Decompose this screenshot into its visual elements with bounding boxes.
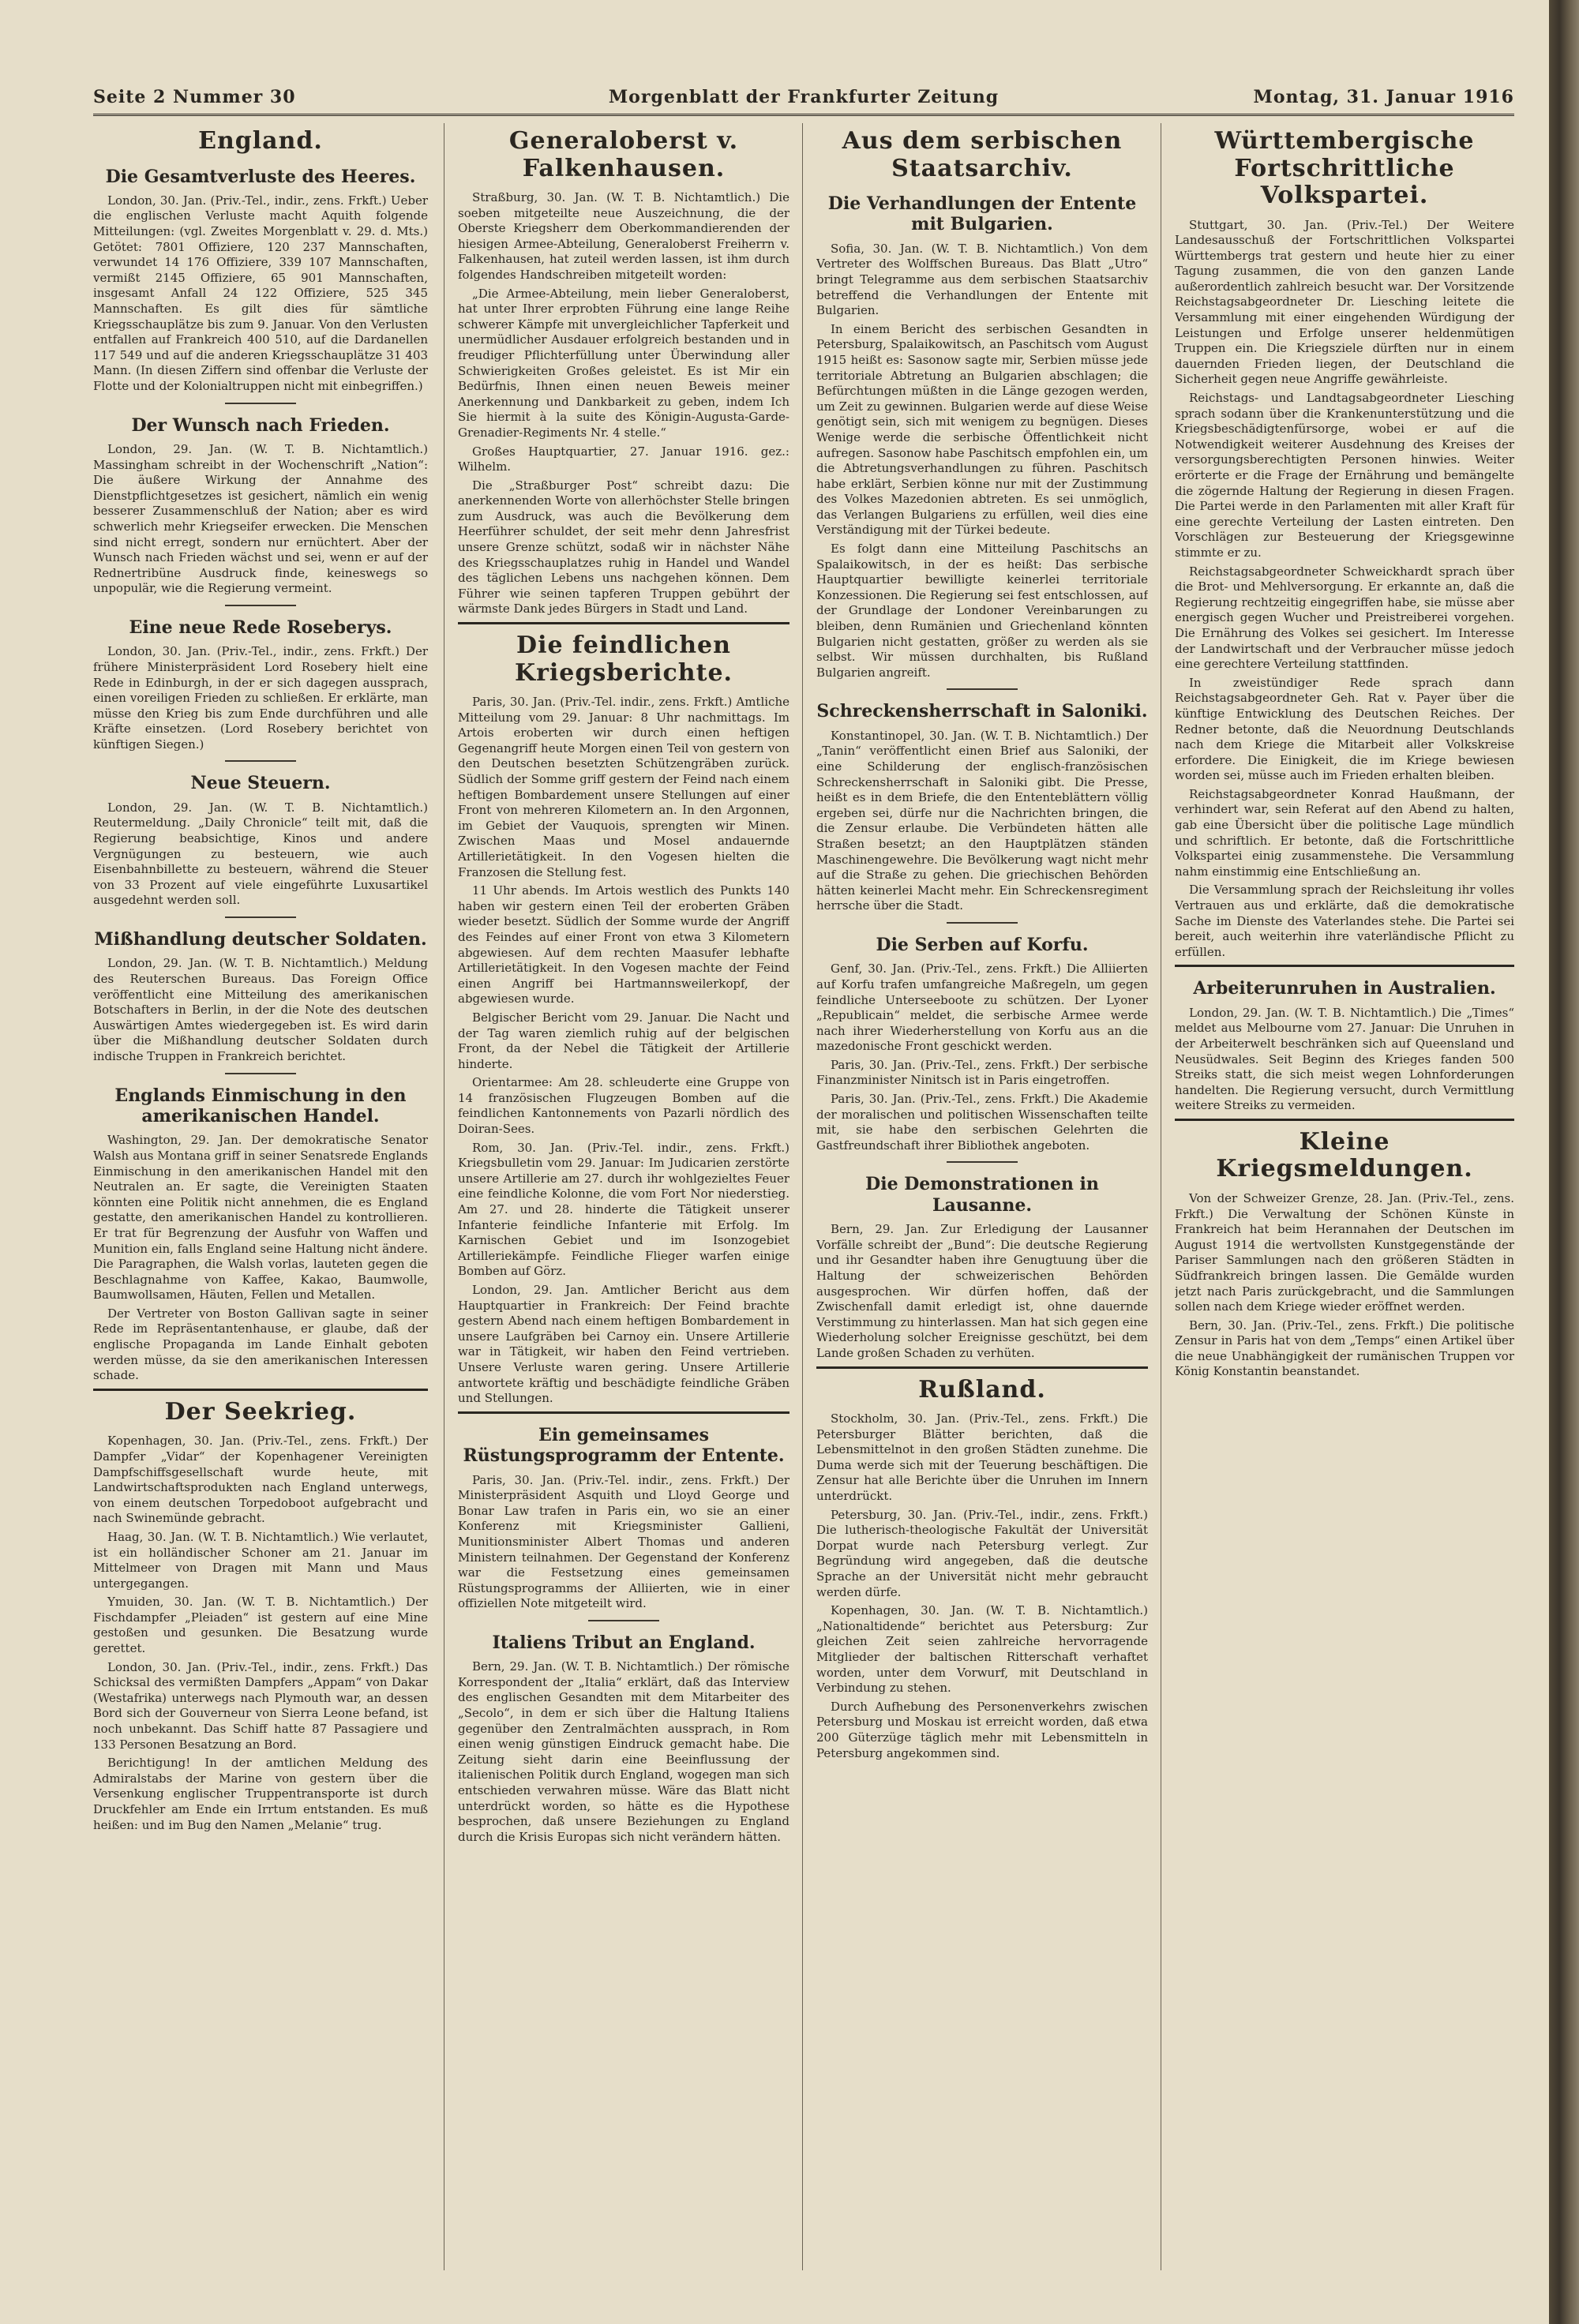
- section-heading-kriegsmeldungen: Kleine Kriegsmeldungen.: [1216, 1127, 1473, 1183]
- article-heading: Englands Einmischung in den amerikanischen Handel.: [114, 1085, 407, 1126]
- page-number-issue: Seite 2 Nummer 30: [93, 87, 296, 107]
- article-paragraph: Großes Hauptquartier, 27. Januar 1916. gez.: Wilhelm.: [458, 444, 790, 474]
- column-3: [816, 123, 1148, 2270]
- article-paragraph: Sofia, 30. Jan. (W. T. B. Nichtamtlich.) Von dem Vertreter des Wolffschen Bureaus. Das Blatt „Utro“ bringt Telegramme aus dem serbischen Staatsarchiv betreffend die Verhandlungen der Entente mit Bulgarien.: [816, 241, 1148, 318]
- article-paragraph: Von der Schweizer Grenze, 28. Jan. (Priv.-Tel., zens. Frkft.) Die Verwaltung der Schönen Künste in Frankreich hat beim Herannahen der Deutschen im August 1914 die wertvollsten Kunstgegenstände der Pariser Sammlungen nach den größeren Städten in Südfrankreich bringen lassen. Die Gemälde wurden jetzt nach Paris zurückgebracht, und die Sammlungen sollen nach dem Kriege wieder eröffnet werden.: [1175, 1190, 1514, 1314]
- column-rule: [802, 123, 803, 2270]
- article-paragraph: London, 29. Jan. (W. T. B. Nichtamtlich.) Reutermeldung. „Daily Chronicle“ teilt mit, daß die Regierung beabsichtige, Kinos und andere Vergnügungen zu besteuern, wie auch Eisenbahnbillette zu besteuern, während die Steuer von 33 Prozent auf viele eingeführte Luxusartikel ausgedehnt werden soll.: [93, 800, 428, 908]
- separator: [588, 1620, 659, 1621]
- article-paragraph: Paris, 30. Jan. (Priv.-Tel. indir., zens. Frkft.) Der Ministerpräsident Asquith und Lloyd George und Bonar Law trafen in Paris ein, wo sie an einer Konferenz mit Kriegsminister Gallieni, Munitionsminister Albert Thomas und anderen Ministern teilnahmen. Der Gegenstand der Konferenz war die Festsetzung eines gemeinsamen Rüstungsprogramms der Alliierten, wie in einer offiziellen Note mitgeteilt wird.: [458, 1472, 790, 1611]
- section-rule: [458, 622, 790, 624]
- book-binding-edge: [1549, 0, 1579, 2324]
- article-paragraph: Belgischer Bericht vom 29. Januar. Die Nacht und der Tag waren ziemlich ruhig auf der belgischen Front, da der Nebel die Tätigkeit der Artillerie hinderte.: [458, 1010, 790, 1071]
- article-paragraph: Stuttgart, 30. Jan. (Priv.-Tel.) Der Weitere Landesausschuß der Fortschrittlichen Volkspartei Württembergs trat gestern und heute hier zu einer Tagung zusammen, die von den ganzen Lande außerordentlich zahlreich besucht war. Der Vorsitzende Reichstagsabgeordneter Dr. Liesching leitete die Versammlung mit einer eingehenden Würdigung der Leistungen und Erfolge unserer heldenmütigen Truppen ein. Die Kriegsziele dürften nur in einem dauernden Frieden liegen, der Deutschland die Sicherheit gegen neue Angriffe gewährleiste.: [1175, 217, 1514, 387]
- column-1: [93, 123, 428, 2270]
- article-paragraph: Reichstags- und Landtagsabgeordneter Liesching sprach sodann über die Krankenunterstützung und die Kriegsbeschädigtenfürsorge, wobei er auf die Notwendigkeit weiterer Ausdehnung des Kreises der versorgungsberechtigten Personen hinwies. Weiter erörterte er die Frage der Ernährung und bemängelte die zögernde Haltung der Regierung in diesen Fragen. Die Partei werde in den Parlamenten mit aller Kraft für eine gerechte Verteilung der Lasten eintreten. Den Vorschlägen zur Besteuerung der Kriegsgewinne stimmte er zu.: [1175, 391, 1514, 560]
- article-paragraph: Paris, 30. Jan. (Priv.-Tel., zens. Frkft.) Die Akademie der moralischen und politischen Wissenschaften teilte mit, sie habe den serbischen Gelehrten die Gastfreundschaft ihrer Bibliothek angeboten.: [816, 1092, 1148, 1153]
- section-rule: [1175, 965, 1514, 967]
- section-rule: [458, 1411, 790, 1414]
- article-heading: Der Wunsch nach Frieden.: [131, 414, 390, 436]
- article-paragraph: Paris, 30. Jan. (Priv.-Tel., zens. Frkft.) Der serbische Finanzminister Ninitsch ist in Paris eingetroffen.: [816, 1057, 1148, 1088]
- section-rule: [816, 1366, 1148, 1369]
- article-paragraph: Rom, 30. Jan. (Priv.-Tel. indir., zens. Frkft.) Kriegsbulletin vom 29. Januar: Im Judicarien zerstörte unsere Artillerie am 27. durch ihr wohlgezieltes Feuer eine feindliche Kolonne, die vom Fort Nor niederstieg. Am 27. und 28. hinderte die Tätigkeit unserer Infanterie feindliche Infanterie mit Erfolg. Im Karnischen Gebiet und im Isonzogebiet Artilleriekämpfe. Feindliche Flieger warfen einige Bomben auf Görz.: [458, 1140, 790, 1279]
- separator: [947, 688, 1018, 690]
- masthead: [93, 82, 1514, 116]
- article-heading: Eine neue Rede Roseberys.: [129, 617, 392, 638]
- section-heading-kriegsberichte: Die feindlichen Kriegsberichte.: [515, 632, 733, 687]
- article-paragraph: London, 29. Jan. (W. T. B. Nichtamtlich.) Die „Times“ meldet aus Melbourne vom 27. Januar: Die Unruhen in der Arbeiterwelt beschränken sich auf Queensland und Neusüdwales. Seit Beginn des Krieges fanden 500 Streiks statt, die sich meist wegen Lohnforderungen handelten. Die Regierung versucht, durch Vermittlung weitere Streiks zu vermeiden.: [1175, 1005, 1514, 1113]
- separator: [225, 403, 296, 404]
- article-paragraph: Durch Aufhebung des Personenverkehrs zwischen Petersburg und Moskau ist erreicht worden, daß etwa 200 Güterzüge täglich mehr mit Lebensmitteln in Petersburg angekommen sind.: [816, 1699, 1148, 1760]
- article-paragraph: In einem Bericht des serbischen Gesandten in Petersburg, Spalaikowitsch, an Paschitsch vom August 1915 heißt es: Sasonow sagte mir, Serbien müsse jede territoriale Abtretung an Bulgarien abschlagen; die Befürchtungen müßten in die Länge gezogen werden, um Zeit zu gewinnen. Bulgarien werde auf diese Weise genötigt sein, sich mit wenigem zu begnügen. Dieses Wenige werde die serbische Öffentlichkeit nicht aufregen. Sasonow habe Paschitsch empfohlen ein, um die Abtretungsverhandlungen zu führen. Paschitsch habe erklärt, Serbien könne nur mit der Zustimmung des Volkes Mazedonien abtreten. Es sei unmöglich, das Verlangen Bulgariens zu erfüllen, weil dies eine Verständigung mit der Türkei bedeute.: [816, 321, 1148, 538]
- article-paragraph: London, 29. Jan. (W. T. B. Nichtamtlich.) Meldung des Reuterschen Bureaus. Das Foreign Office veröffentlicht eine Mitteilung des amerikanischen Botschafters in Berlin, in der die Note des deutschen Auswärtigen Amtes wiedergegeben ist. Es wird darin über die Mißhandlung deutscher Soldaten durch indische Truppen in Frankreich berichtet.: [93, 956, 428, 1063]
- article-paragraph: Bern, 29. Jan. (W. T. B. Nichtamtlich.) Der römische Korrespondent der „Italia“ erklärt, daß das Interview des englischen Gesandten mit dem Mitarbeiter des „Secolo“, in dem er sich über die Haltung Italiens gegenüber den Zentralmächten aussprach, in Rom einen wenig günstigen Eindruck gemacht habe. Die Zeitung sieht darin eine Beeinflussung der italienischen Politik durch England, wogegen man sich entschieden verwahren müsse. Wäre das Blatt nicht unterdrückt worden, so hätte es die Hypothese besprochen, daß unsere Beziehungen zu England durch die Krisis Europas sich nicht verändern hätten.: [458, 1659, 790, 1844]
- article-paragraph: Berichtigung! In der amtlichen Meldung des Admiralstabs der Marine von gestern über die Versenkung englischer Truppentransporte ist durch Druckfehler am Ende ein Irrtum entstanden. Es muß heißen: und im Bug den Namen „Melanie“ trug.: [93, 1756, 428, 1832]
- article-paragraph: Orientarmee: Am 28. schleuderte eine Gruppe von 14 französischen Flugzeugen Bomben auf die feindlichen Kantonnements von Pazarli nördlich des Doiran-Sees.: [458, 1075, 790, 1137]
- section-heading-staatsarchiv: Aus dem serbischen Staatsarchiv.: [842, 127, 1123, 182]
- column-2: [458, 123, 790, 2270]
- article-paragraph: Genf, 30. Jan. (Priv.-Tel., zens. Frkft.) Die Alliierten auf Korfu trafen umfangreiche Maßregeln, um gegen feindliche Unterseeboote zu schützen. Der Lyoner „Republicain“ meldet, die serbische Armee werde nach ihrer Wiederherstellung von Korfu aus an die mazedonische Front geschickt werden.: [816, 961, 1148, 1054]
- article-paragraph: Reichstagsabgeordneter Schweickhardt sprach über die Brot- und Mehlversorgung. Er erkannte an, daß die Regierung rechtzeitig eingegriffen habe, sie müsse aber energisch gegen Wucher und Preistreiberei vorgehen. Die Ernährung des Volkes sei gesichert. Im Interesse der Landwirtschaft und der Verbraucher müsse jedoch eine gerechtere Verteilung stattfinden.: [1175, 564, 1514, 672]
- article-paragraph: Bern, 30. Jan. (Priv.-Tel., zens. Frkft.) Die politische Zensur in Paris hat von dem „Temps“ einen Artikel über die neue Unabhängigkeit der rumänischen Truppen vor König Konstantin beanstandet.: [1175, 1318, 1514, 1379]
- separator: [225, 605, 296, 606]
- article-paragraph: Konstantinopel, 30. Jan. (W. T. B. Nichtamtlich.) Der „Tanin“ veröffentlicht einen Brief aus Saloniki, der eine Schilderung der englisch-französischen Schreckensherrschaft in Saloniki gibt. Die Presse, heißt es in dem Briefe, die den Ententeblättern völlig ergeben sei, dürfe nur die Nachrichten bringen, die die Zensur erlaube. Die Verbündeten hätten alle Straßen besetzt; an den Hauptplätzen ständen Maschinengewehre. Die Bevölkerung wagt nicht mehr auf die Straße zu gehen. Die griechischen Behörden hätten keinerlei Macht mehr. Ein Schreckensregiment herrsche über die Stadt.: [816, 728, 1148, 913]
- column-4: [1175, 123, 1514, 2270]
- section-heading-russland: Rußland.: [918, 1375, 1046, 1404]
- article-paragraph: Bern, 29. Jan. Zur Erledigung der Lausanner Vorfälle schreibt der „Bund“: Die deutsche Regierung und ihr Gesandter haben ihre Genugtuung über die Haltung der schweizerischen Behörden ausgesprochen. Wir dürfen hoffen, daß der Zwischenfall damit erledigt ist, ohne dauernde Verstimmung zu hinterlassen. Man hat sich gegen eine Wiederholung solcher Ereignisse geschützt, bei dem Lande großen Schaden zu verhüten.: [816, 1222, 1148, 1360]
- article-paragraph: London, 30. Jan. (Priv.-Tel., indir., zens. Frkft.) Der frühere Ministerpräsident Lord Rosebery hielt eine Rede in Edinburgh, in der er sich dagegen aussprach, einen voreiligen Frieden zu schließen. Er erklärte, man müsse den Krieg bis zum Ende durchführen und alle Kräfte einsetzen. (Lord Rosebery berichtet von künftigen Siegen.): [93, 644, 428, 752]
- article-paragraph: Petersburg, 30. Jan. (Priv.-Tel., indir., zens. Frkft.) Die lutherisch-theologische Fakultät der Universität Dorpat wurde nach Petersburg verlegt. Zur Begründung wird angegeben, daß die deutsche Sprache an der Universität nicht mehr gebraucht werden dürfe.: [816, 1507, 1148, 1599]
- article-paragraph: Straßburg, 30. Jan. (W. T. B. Nichtamtlich.) Die soeben mitgeteilte neue Auszeichnung, die der Oberste Kriegsherr dem Oberkommandierenden der hiesigen Armee-Abteilung, Generaloberst Freiherrn v. Falkenhausen, hat zuteil werden lassen, ist ihm durch folgendes Handschreiben mitgeteilt worden:: [458, 190, 790, 282]
- article-paragraph: Der Vertreter von Boston Gallivan sagte in seiner Rede im Repräsentantenhause, er glaube, daß der englische Propaganda im Lande Einhalt geboten werden müsse, da sie den amerikanischen Interessen schade.: [93, 1306, 428, 1383]
- article-paragraph: London, 29. Jan. (W. T. B. Nichtamtlich.) Massingham schreibt in der Wochenschrift „Nation“: Die äußere Wirkung der Annahme des Dienstpflichtgesetzes ist gesichert, nämlich ein wenig besserer Zusammenschluß der Nation; aber es wird schwerlich mehr Kriegseifer erwecken. Die Menschen sind nicht erregt, sondern nur ernüchtert. Aber der Wunsch nach Frieden wächst und sei, wenn er auf der Rednertribüne Ausdruck finde, keineswegs so unpopulär, wie die Regierung vermeint.: [93, 442, 428, 596]
- section-heading-falkenhausen: Generaloberst v. Falkenhausen.: [508, 127, 739, 182]
- article-heading: Die Serben auf Korfu.: [876, 934, 1089, 955]
- article-heading: Arbeiterunruhen in Australien.: [1193, 978, 1496, 999]
- article-paragraph: Paris, 30. Jan. (Priv.-Tel. indir., zens. Frkft.) Amtliche Mitteilung vom 29. Januar: 8 Uhr nachmittags. Im Artois eroberten wir durch einen heftigen Gegenangriff heute Morgen einen Teil von gestern von den Deutschen besetzten Schützengräben zurück. Südlich der Somme griff gestern der Feind nach einem heftigen Bombardement unsere Stellungen auf einer Front von mehreren Kilometern an. In den Argonnen, im Gebiet der Vauquois, sprengten wir Minen. Zwischen Maas und Mosel andauernde Artillerietätigkeit. In den Vogesen hielten die Franzosen die Stellung fest.: [458, 695, 790, 879]
- article-paragraph: Haag, 30. Jan. (W. T. B. Nichtamtlich.) Wie verlautet, ist ein holländischer Schoner am 21. Januar im Mittelmeer von Dragen mit Mann und Maus untergegangen.: [93, 1529, 428, 1591]
- article-heading: Die Gesamtverluste des Heeres.: [105, 166, 416, 187]
- article-paragraph: Reichstagsabgeordneter Konrad Haußmann, der verhindert war, sein Referat auf den Abend zu halten, gab eine Übersicht über die politische Lage mündlich und schriftlich. Er betonte, daß die Fortschrittliche Volkspartei einig zusammenstehe. Die Versammlung nahm einstimmig eine Entschließung an.: [1175, 786, 1514, 879]
- article-paragraph: 11 Uhr abends. Im Artois westlich des Punkts 140 haben wir gestern einen Teil der eroberten Gräben wieder besetzt. Südlich der Somme wurde der Angriff des Feindes auf einer Front von etwa 3 Kilometern abgewiesen. Auf dem rechten Maasufer lebhafte Artillerietätigkeit. In den Vogesen machte der Feind einen Angriff bei Hartmannsweilerkopf, der abgewiesen wurde.: [458, 883, 790, 1006]
- section-rule: [93, 1389, 428, 1391]
- article-paragraph: Washington, 29. Jan. Der demokratische Senator Walsh aus Montana griff in seiner Senatsrede Englands Einmischung in den amerikanischen Handel mit den Neutralen an. Er sagte, die Vereinigten Staaten könnten eine Politik nicht annehmen, die es England gestatte, den amerikanischen Handel zu kontrollieren. Er trat für Begrenzung der Ausfuhr von Waffen und Munition ein, falls England seine Haltung nicht ändere. Die Paragraphen, die Walsh vorlas, lauteten gegen die Beschlagnahme von Kaffee, Kakao, Baumwolle, Baumwollsamen, Häuten, Fellen und Metallen.: [93, 1133, 428, 1303]
- article-heading: Neue Steuern.: [190, 773, 331, 794]
- separator: [947, 1161, 1018, 1163]
- article-heading: Die Verhandlungen der Entente mit Bulgarien.: [827, 193, 1137, 235]
- article-heading: Schreckensherrschaft in Saloniki.: [816, 701, 1148, 722]
- article-paragraph: London, 30. Jan. (Priv.-Tel., indir., zens. Frkft.) Ueber die englischen Verluste macht Aquith folgende Mitteilungen: (vgl. Zweites Morgenblatt v. 29. d. Mts.) Getötet: 7801 Offiziere, 120 237 Mannschaften, verwundet 14 176 Offiziere, 339 107 Mannschaften, vermißt 2145 Offiziere, 65 901 Mannschaften, insgesamt Anfall 24 122 Offiziere, 525 345 Mannschaften. Es gilt dies für sämtliche Kriegsschauplätze bis zum 9. Januar. Von den Verlusten entfallen auf Frankreich 400 510, auf die Dardanellen 117 549 und auf die anderen Kriegsschauplätze 31 403 Mann. (In diesen Ziffern sind offenbar die Verluste der Flotte und der Kolonialtruppen nicht mit einbegriffen.): [93, 193, 428, 394]
- article-heading: Die Demonstrationen in Lausanne.: [865, 1174, 1099, 1216]
- article-paragraph: Stockholm, 30. Jan. (Priv.-Tel., zens. Frkft.) Die Petersburger Blätter berichten, daß die Lebensmittelnot in den großen Städten zunehme. Die Duma werde sich mit der Teuerung beschäftigen. Die Zensur hat alle Berichte über die Unruhen im Innern unterdrückt.: [816, 1411, 1148, 1504]
- article-heading: Ein gemeinsames Rüstungsprogramm der Entente.: [463, 1424, 785, 1467]
- separator: [225, 916, 296, 918]
- article-paragraph: Kopenhagen, 30. Jan. (W. T. B. Nichtamtlich.) „Nationaltidende“ berichtet aus Petersburg: Zur gleichen Zeit seien zahlreiche hervorragende Mitglieder der baltischen Ritterschaft verhaftet worden, unter dem Vorwurf, mit Deutschland in Verbindung zu stehen.: [816, 1603, 1148, 1696]
- article-paragraph: London, 30. Jan. (Priv.-Tel., indir., zens. Frkft.) Das Schicksal des vermißten Dampfers „Appam“ von Dakar (Westafrika) unterwegs nach Plymouth war, an dessen Bord sich der Gouverneur von Sierra Leone befand, ist noch unbekannt. Das Schiff hatte 87 Passagiere und 133 Personen Besatzung an Bord.: [93, 1659, 428, 1752]
- article-paragraph: Die Versammlung sprach der Reichsleitung ihr volles Vertrauen aus und erklärte, daß die demokratische Sache im Dienste des Vaterlandes stehe. Die Partei sei bereit, auch weiterhin ihre vaterländische Pflicht zu erfüllen.: [1175, 883, 1514, 959]
- separator: [225, 760, 296, 762]
- article-paragraph: „Die Armee-Abteilung, mein lieber Generaloberst, hat unter Ihrer erprobten Führung eine lange Reihe schwerer Kämpfe mit unvergleichlicher Tapferkeit und unermüdlicher Ausdauer erfolgreich bestanden und in freudiger Pflichterfüllung unter Überwindung aller Schwierigkeiten Großes geleistet. Es ist Mir ein Bedürfnis, Ihnen einen neuen Beweis meiner Anerkennung und Dankbarkeit zu geben, indem Ich Sie hiermit à la suite des Königin-Augusta-Garde-Grenadier-Regiments Nr. 4 stelle.“: [458, 286, 790, 440]
- article-paragraph: Kopenhagen, 30. Jan. (Priv.-Tel., zens. Frkft.) Der Dampfer „Vidar“ der Kopenhagener Vereinigten Dampfschiffsgesellschaft wurde heute, mit Landwirtschaftsprodukten nach England unterwegs, von einem deutschen Torpedoboot aufgebracht und nach Swinemünde gebracht.: [93, 1434, 428, 1526]
- article-paragraph: Es folgt dann eine Mitteilung Paschitschs an Spalaikowitsch, in der es heißt: Das serbische Hauptquartier bewilligte keinerlei territoriale Konzessionen. Die Regierung sei fest entschlossen, auf der Grundlage der Londoner Vereinbarungen zu bleiben, denn Rumänien und Griechenland könnten Bulgarien nicht gestatten, größer zu werden als sie selbst. Wir müssen durchhalten, bis Rußland Bulgarien angreift.: [816, 542, 1148, 680]
- separator: [225, 1073, 296, 1074]
- section-heading-seekrieg: Der Seekrieg.: [164, 1397, 357, 1426]
- article-heading: Italiens Tribut an England.: [492, 1632, 756, 1653]
- newspaper-title: Morgenblatt der Frankfurter Zeitung: [608, 87, 1000, 107]
- article-paragraph: London, 29. Jan. Amtlicher Bericht aus dem Hauptquartier in Frankreich: Der Feind brachte gestern Abend nach einem heftigen Bombardement in unsere Laufgräben bei Carnoy ein. Unsere Artillerie war in Tätigkeit, wir haben den Feind vertrieben. Unsere Verluste waren gering. Unsere Artillerie antwortete kräftig und beschädigte feindliche Gräben und Stellungen.: [458, 1283, 790, 1406]
- article-paragraph: Die „Straßburger Post“ schreibt dazu: Die anerkennenden Worte von allerhöchster Stelle bringen zum Ausdruck, was auch die Bevölkerung dem Heerführer schuldet, der seit mehr denn Jahresfrist unsere Grenze schützt, sodaß wir in nächster Nähe des Kriegsschauplatzes ruhig in Handel und Wandel des täglichen Lebens uns nachgehen können. Dem Führer wie seinen tapferen Truppen gebührt der wärmste Dank jedes Bürgers in Stadt und Land.: [458, 478, 790, 617]
- article-paragraph: In zweistündiger Rede sprach dann Reichstagsabgeordneter Geh. Rat v. Payer über die künftige Entwicklung des Deutschen Reiches. Der Redner betonte, daß die Neuordnung Deutschlands nach dem Kriege die Mitarbeit aller Volkskreise erfordere. Die Einigkeit, die im Kriege bewiesen worden sei, müsse auch im Frieden erhalten bleiben.: [1175, 675, 1514, 783]
- issue-date: Montag, 31. Januar 1916: [1253, 87, 1514, 107]
- separator: [947, 922, 1018, 924]
- article-paragraph: Ymuiden, 30. Jan. (W. T. B. Nichtamtlich.) Der Fischdampfer „Pleiaden“ ist gestern auf eine Mine gestoßen und gesunken. Die Besatzung wurde gerettet.: [93, 1595, 428, 1656]
- section-heading-volkspartei: Württembergische Fortschrittliche Volkspartei.: [1214, 127, 1475, 209]
- article-heading: Mißhandlung deutscher Soldaten.: [94, 929, 427, 950]
- section-rule: [1175, 1119, 1514, 1121]
- section-heading-england: England.: [198, 127, 323, 155]
